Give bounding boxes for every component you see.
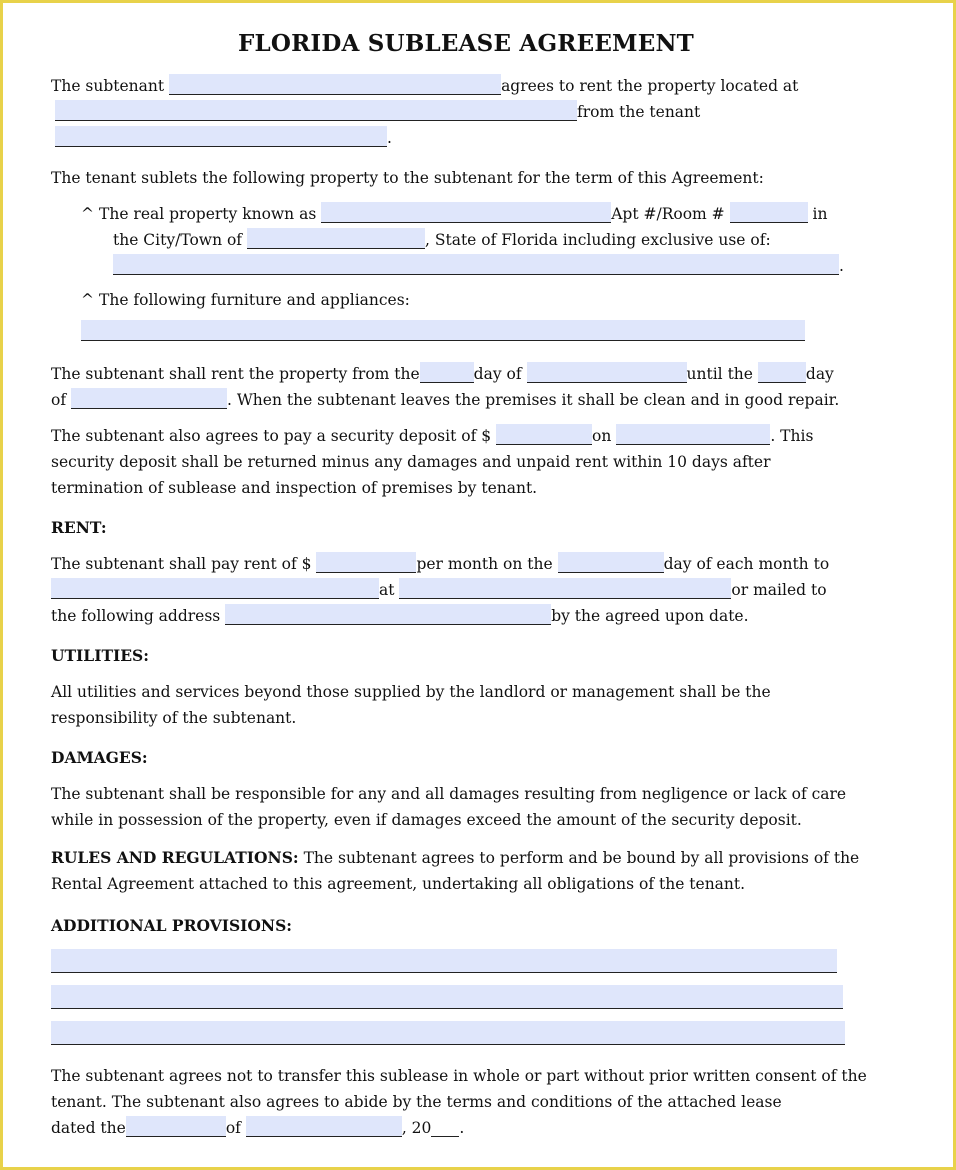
start-day-field[interactable] <box>420 362 474 383</box>
deposit-paragraph: The subtenant also agrees to pay a security deposit of $ on . This security deposit shall be returned minus any damages and unpaid rent within 10 days after termination of sublease and inspection of premises by tenant. <box>51 423 881 501</box>
rent-payee-field[interactable] <box>51 578 379 599</box>
exclusive-use-line: . <box>51 253 881 279</box>
rules-paragraph: RULES AND REGULATIONS: The subtenant agrees to perform and be bound by all provisions of the Rental Agreement attached to this agreement, undertaking all obligations of the tenant. <box>51 848 860 893</box>
rules-heading: RULES AND REGULATIONS: <box>51 848 299 867</box>
property-known-as-field[interactable] <box>321 202 611 223</box>
sublease-form <box>51 31 881 1151</box>
deposit-date-field[interactable] <box>616 424 770 445</box>
rent-mailing-address-field[interactable] <box>225 604 551 625</box>
rent-day-field[interactable] <box>558 552 664 573</box>
real-property-item: ^ The real property known as Apt #/Room # in <box>51 201 881 227</box>
rent-heading: RENT: <box>51 518 107 537</box>
furniture-item: ^ The following furniture and appliances: <box>81 291 410 309</box>
city-town-field[interactable] <box>247 228 425 249</box>
lease-month-field[interactable] <box>246 1116 402 1137</box>
deposit-amount-field[interactable] <box>496 424 592 445</box>
property-address-field[interactable] <box>55 100 577 121</box>
furniture-line <box>51 319 881 345</box>
city-line: the City/Town of , State of Florida including exclusive use of: <box>51 227 881 253</box>
end-day-field[interactable] <box>758 362 806 383</box>
damages-heading: DAMAGES: <box>51 748 148 767</box>
lease-day-field[interactable] <box>126 1116 226 1137</box>
term-paragraph: The subtenant shall rent the property from the day of until the day of . When the subtenant leaves the premises it shall be clean and in good repair. <box>51 361 881 413</box>
subtenant-name-field[interactable] <box>169 74 501 95</box>
lease-year-field[interactable] <box>431 1116 459 1137</box>
additional-provisions-line-2[interactable] <box>51 985 843 1009</box>
utilities-heading: UTILITIES: <box>51 646 149 665</box>
damages-paragraph: The subtenant shall be responsible for any and all damages resulting from negligence or lack of care while in possession of the property, even if damages exceed the amount of the security deposit. <box>51 785 847 829</box>
furniture-field[interactable] <box>81 320 805 341</box>
rent-paragraph: The subtenant shall pay rent of $ per month on the day of each month to at or mailed to the following address by the agreed upon date. <box>51 551 881 629</box>
sublets-paragraph: The tenant sublets the following property to the subtenant for the term of this Agreement: <box>51 169 764 187</box>
transfer-paragraph: The subtenant agrees not to transfer this sublease in whole or part without prior written consent of the tenant. The subtenant also agrees to abide by the terms and conditions of the attached lease dated the of , 20 . <box>51 1067 867 1137</box>
document-title: FLORIDA SUBLEASE AGREEMENT <box>237 30 694 57</box>
apt-room-field[interactable] <box>730 202 808 223</box>
rent-location-field[interactable] <box>399 578 731 599</box>
intro-paragraph: The subtenant agrees to rent the property located at from the tenant . <box>51 73 881 151</box>
additional-provisions-line-3[interactable] <box>51 1021 845 1045</box>
utilities-paragraph: All utilities and services beyond those supplied by the landlord or management shall be the responsibility of the subtenant. <box>51 683 771 727</box>
start-month-field[interactable] <box>527 362 687 383</box>
additional-provisions-line-1[interactable] <box>51 949 837 973</box>
exclusive-use-field[interactable] <box>113 254 839 275</box>
rent-amount-field[interactable] <box>316 552 416 573</box>
end-month-field[interactable] <box>71 388 227 409</box>
additional-provisions-heading: ADDITIONAL PROVISIONS: <box>51 916 293 935</box>
tenant-name-field[interactable] <box>55 126 387 147</box>
